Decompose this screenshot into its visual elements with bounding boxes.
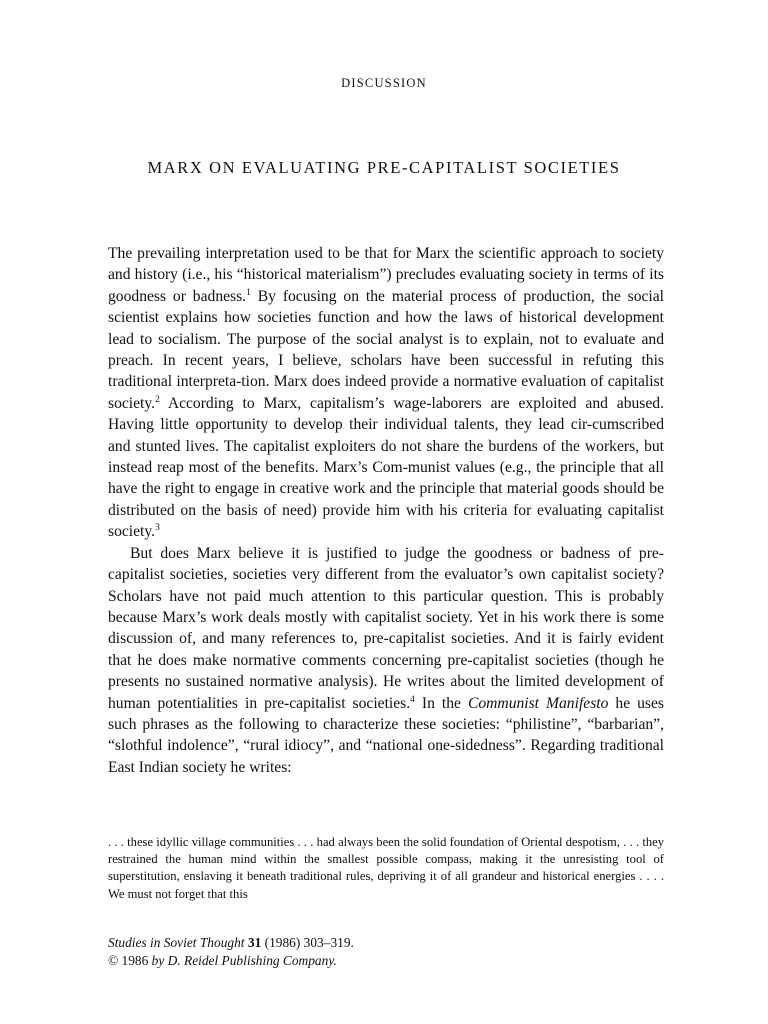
paragraph-1-text-a: The prevailing interpretation used to be that for Marx the scientific approach to society and history (i.e., his “historical materialism”) precludes evaluating society in terms of its goodness or badness. <box>108 245 664 305</box>
work-title: Communist Manifesto <box>467 694 609 712</box>
paragraph-2-text-a: But does Marx believe it is justified to judge the goodness or badness of pre-capitalist societies, societies very different from the evaluator’s own capitalist society? Scholars have not paid much attention to this particular question. This is probably because Marx’s work deals mostly with capitalist society. Yet in his work there is some discussion of, and many references to, pre-capitalist societies. And it is fairly evident that he does make normative comments concerning pre-capitalist societies (though he presents no sustained normative analysis). He writes about the limited development of human potentialities in pre-capitalist societies. <box>108 544 664 712</box>
paragraph-1-text-c: According to Marx, capitalism’s wage-laborers are exploited and abused. Having little opportunity to develop their individual talents, they lead cir-cumscribed and stunted lives. The capitalist exploiters do not share the burdens of the workers, but instead reap most of the benefits. Marx’s Com-munist values (e.g., the principle that all have the right to engage in creative work and the principle that material goods should be distributed on the basis of need) provide him with his criteria for evaluating capitalist society. <box>108 394 664 541</box>
article-title: MARX ON EVALUATING PRE-CAPITALIST SOCIETIES <box>147 158 621 177</box>
footnote-ref-1: 1 <box>246 287 251 298</box>
footnote-ref-3: 3 <box>155 523 160 534</box>
paragraph-2 <box>108 543 664 778</box>
paragraph-1 <box>108 243 664 543</box>
paragraph-1-text-b: By focusing on the material process of production, the social scientist explains how societies function and how the laws of historical development lead to socialism. The purpose of the social analyst is to explain, not to evaluate and preach. In recent years, I believe, scholars have been successful in refuting this traditional interpreta-tion. Marx does indeed provide a normative evaluation of capitalist society. <box>108 287 665 412</box>
block-quote: . . . these idyllic village communities . . . had always been the solid foundation of Oriental despotism, . . . they restrained the human mind within the smallest possible compass, making it the unresisting tool of superstitution, enslaving it beneath traditional rules, depriving it of all grandeur and historical energies . . . . We must not forget that this <box>108 835 664 901</box>
footnote-ref-2: 2 <box>155 394 160 405</box>
copyright-line <box>108 952 664 970</box>
footnote-ref-4: 4 <box>410 694 415 705</box>
journal-year-pages: (1986) 303–319. <box>261 935 354 950</box>
journal-citation <box>108 934 664 952</box>
copyright-holder: by D. Reidel Publishing Company. <box>151 953 337 968</box>
copyright-symbol: © 1986 <box>108 953 152 968</box>
journal-name: Studies in Soviet Thought <box>108 935 245 950</box>
paragraph-2-text-b: In the <box>414 694 468 712</box>
body-text <box>108 243 664 778</box>
section-label: DISCUSSION <box>341 76 427 90</box>
paragraph-2-text-c: he uses such phrases as the following to characterize these societies: “philistine”, “barbarian”, “slothful indolence”, “rural idiocy”, and “national one-sidedness”. Regarding traditional East Indian society he writes: <box>108 694 664 776</box>
journal-volume: 31 <box>247 935 262 950</box>
page-footer <box>108 934 664 970</box>
